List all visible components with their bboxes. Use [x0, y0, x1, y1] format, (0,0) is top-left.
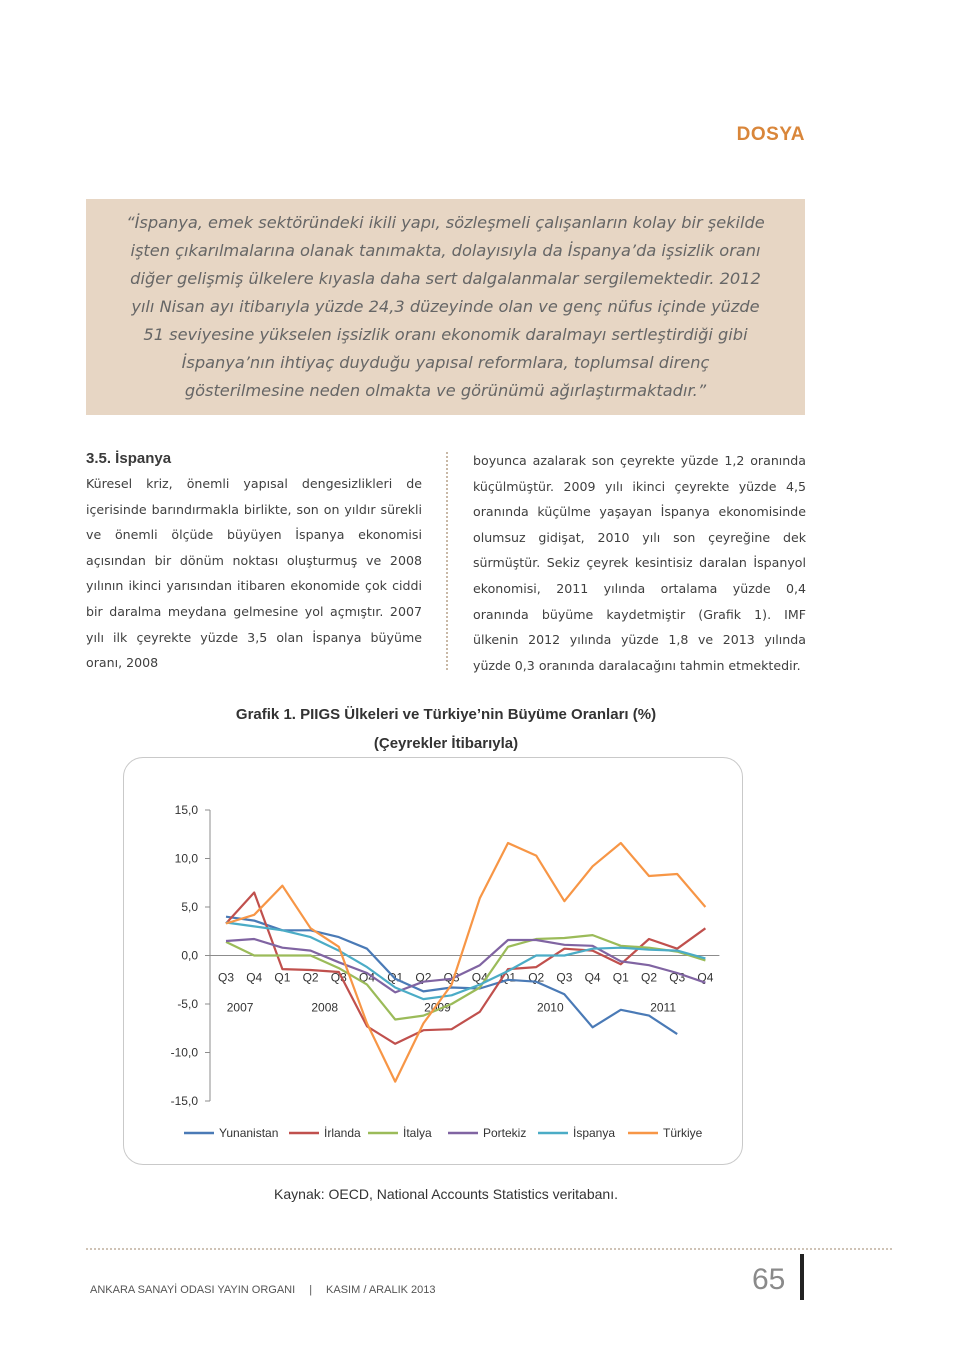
x-year-label: 2008 — [311, 1000, 339, 1015]
x-tick-label: Q2 — [528, 970, 545, 985]
x-tick-label: Q1 — [499, 970, 517, 985]
x-year-label: 2009 — [424, 1000, 451, 1015]
x-tick-label: Q3 — [443, 970, 460, 985]
footer-issue: KASIM / ARALIK 2013 — [326, 1284, 436, 1296]
chart-source: Kaynak: OECD, National Accounts Statistics veritabanı. — [274, 1186, 618, 1202]
legend-label-0: Yunanistan — [219, 1126, 279, 1140]
article-right-column: boyunca azalarak son çeyrekte yüzde 1,2 oranında küçülmüştür. 2009 yılı ikinci çeyrekte yüzde 4,5 oranında küçülme yaşayan İspanya ekonomisinde olumsuz gidişat, 2010 yılı son çeyreğine dek sürmüştür. Sekiz çeyrek kesintisiz daralan İspanyol ekonomisi, 2011 yılında ortalama yüzde 0,4 oranında büyüme kaydetmiştir (Grafik 1). IMF ülkenin 2012 yılında yüzde 1,8 ve 2013 yılında yüzde 0,3 oranında daralacağını tahmin etmektedir. — [473, 453, 806, 673]
legend-label-5: Türkiye — [663, 1126, 703, 1140]
x-tick-label: Q4 — [697, 970, 714, 985]
y-tick-label: -5,0 — [177, 997, 198, 1011]
footer — [90, 1284, 436, 1296]
page-number-bar — [800, 1254, 804, 1300]
legend-label-3: Portekiz — [483, 1126, 527, 1140]
section-tag: DOSYA — [736, 124, 805, 145]
page-number: 65 — [752, 1263, 786, 1296]
x-tick-label: Q1 — [612, 970, 629, 985]
y-tick-label: 10,0 — [174, 851, 198, 866]
x-tick-label: Q4 — [246, 970, 263, 985]
y-tick-label: -15,0 — [170, 1094, 198, 1108]
x-tick-label: Q1 — [274, 970, 291, 985]
x-tick-label: Q2 — [640, 970, 658, 985]
x-tick-label: Q4 — [358, 970, 376, 985]
y-tick-label: -10,0 — [170, 1045, 198, 1060]
y-tick-label: 15,0 — [174, 803, 198, 817]
legend-label-2: İtalya — [403, 1126, 432, 1140]
x-year-label: 2011 — [650, 1000, 677, 1015]
y-tick-label: 0,0 — [181, 948, 198, 963]
legend-label-4: İspanya — [573, 1126, 616, 1140]
y-tick-label: 5,0 — [181, 900, 198, 914]
x-tick-label: Q3 — [669, 970, 686, 985]
x-tick-label: Q1 — [387, 970, 404, 985]
chart-frame — [123, 757, 743, 1165]
x-tick-label: Q3 — [556, 970, 573, 985]
chart-title: Grafik 1. PIIGS Ülkeleri ve Türkiye’nin Büyüme Oranları (%) — [235, 706, 657, 723]
column-divider — [446, 452, 448, 670]
x-tick-label: Q4 — [584, 970, 601, 985]
pull-quote-text: “İspanya, emek sektöründeki ikili yapı, sözleşmeli çalışanların kolay bir şekilde işten çıkarılmalarına olanak tanımakta, dolayısıyla da İspanya’da işsizlik oranı diğer gelişmiş ülkelere kıyasla daha sert dalgalanmalar sergilemektedir. 2012 yılı Nisan ayı itibarıyla yüzde 24,3 düzeyinde olan ve genç nüfus içinde yüzde 51 seviyesine yükselen işsizlik oranı ekonomik daralmayı sertleştirdiği gibi İspanya’nın ihtiyaç duyduğu yapısal reformlara, toplumsal direnç gösterilmesine neden olmakta ve görünümü ağırlaştırmaktadır.” — [126, 213, 765, 400]
article-heading: 3.5. İspanya — [86, 450, 172, 467]
chart-subtitle: (Çeyrekler İtibarıyla) — [373, 735, 519, 752]
x-year-label: 2007 — [226, 1000, 254, 1015]
x-tick-label: Q3 — [330, 970, 347, 985]
x-tick-label: Q4 — [471, 970, 488, 985]
footer-rule — [86, 1248, 892, 1250]
x-tick-label: Q3 — [217, 970, 235, 985]
x-year-label: 2010 — [536, 1000, 564, 1015]
footer-publication: ANKARA SANAYİ ODASI YAYIN ORGANI — [90, 1284, 296, 1296]
legend-label-1: İrlanda — [324, 1126, 361, 1140]
pull-quote — [86, 199, 805, 415]
x-tick-label: Q2 — [415, 970, 432, 985]
footer-separator: | — [309, 1284, 313, 1296]
article-left-column: Küresel kriz, önemli yapısal dengesizlikleri de içerisinde barındırmakla birlikte, son on yıldır sürekli ve önemli ölçüde büyüyen İspanya ekonomisi açısından bir dönüm noktası oluşturmuş ve 2008 yılının ikinci yarısından itibaren ekonomide çok ciddi bir daralma meydana gelmesine yol açmıştır. 2007 yılı ilk çeyrekte yüzde 3,5 olan İspanya büyüme oranı, 2008 — [86, 476, 422, 671]
x-tick-label: Q2 — [302, 970, 319, 985]
